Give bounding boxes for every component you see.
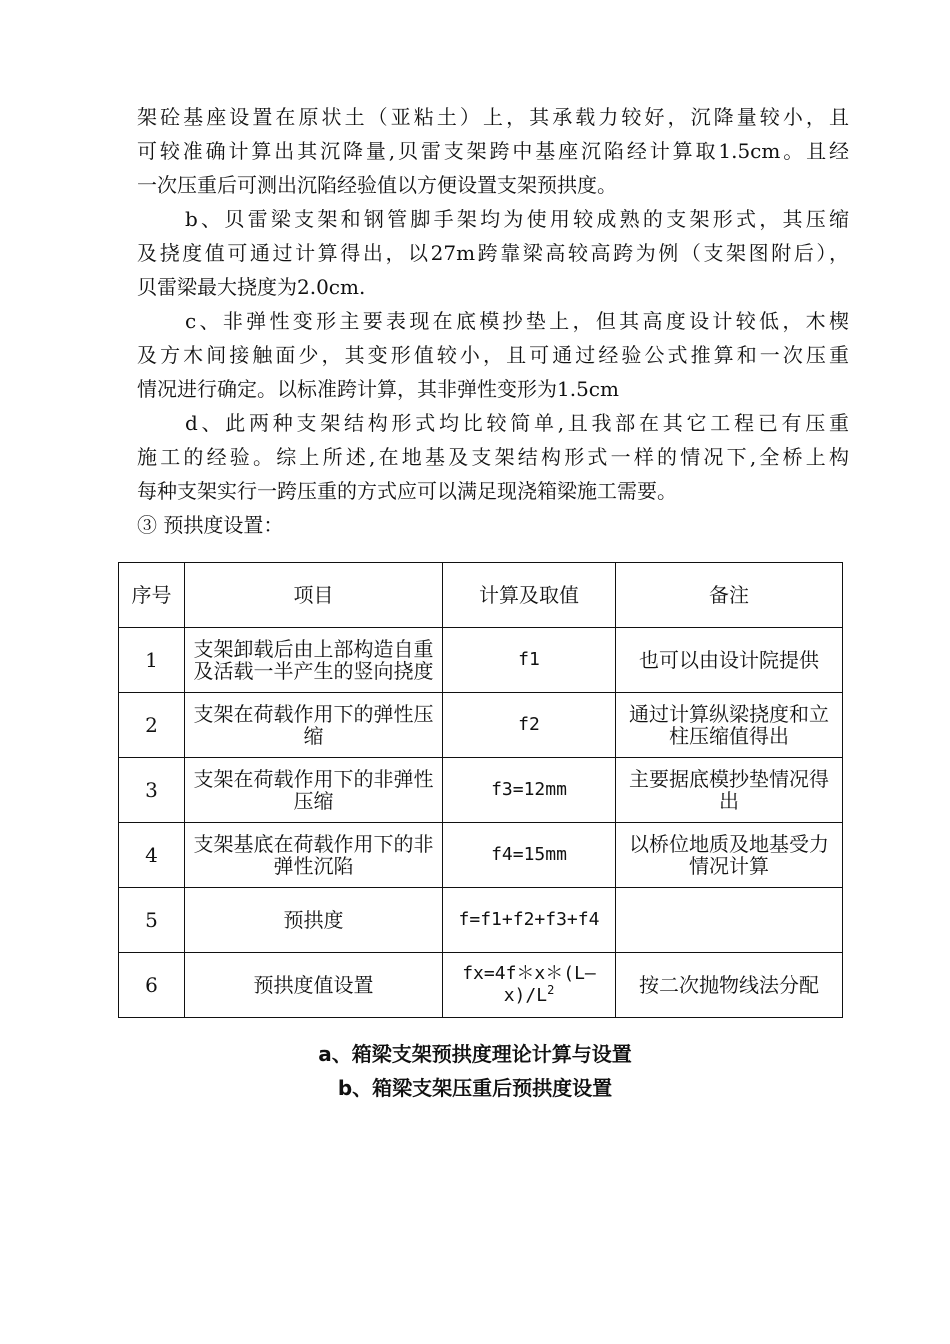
note-cell: 按二次抛物线法分配 <box>616 953 843 1018</box>
header-cell: 计算及取值 <box>443 563 616 628</box>
caption-a: a、箱梁支架预拱度理论计算与设置 <box>318 1042 632 1066</box>
camber-table-container <box>118 562 842 1018</box>
table-header-row <box>119 563 843 628</box>
table-row <box>119 693 843 758</box>
camber-table <box>118 562 843 1018</box>
text-line: 施工的经验。综上所述,在地基及支架结构形式一样的情况下,全桥上构 <box>137 445 849 469</box>
item-cell: 预拱度值设置 <box>185 953 443 1018</box>
text-line: d、此两种支架结构形式均比较简单,且我部在其它工程已有压重 <box>185 411 849 435</box>
table-row <box>119 953 843 1018</box>
table-row <box>119 888 843 953</box>
text-line: c、非弹性变形主要表现在底模抄垫上，但其高度设计较低，木楔 <box>185 309 849 333</box>
formula-exponent: 2 <box>547 983 555 997</box>
value-cell: f2 <box>443 693 616 758</box>
value-cell: f1 <box>443 628 616 693</box>
text-line: 及方木间接触面少，其变形值较小，且可通过经验公式推算和一次压重 <box>137 343 849 367</box>
row-number-cell: 2 <box>119 693 185 758</box>
item-cell: 预拱度 <box>185 888 443 953</box>
header-cell: 序号 <box>119 563 185 628</box>
text-line: 一次压重后可测出沉陷经验值以方便设置支架预拱度。 <box>137 173 617 197</box>
value-cell: f=f1+f2+f3+f4 <box>443 888 616 953</box>
note-cell: 也可以由设计院提供 <box>616 628 843 693</box>
text-line: 及挠度值可通过计算得出，以27m跨靠梁高较高跨为例（支架图附后）， <box>137 241 849 265</box>
text-line: 架砼基座设置在原状土（亚粘土）上，其承载力较好，沉降量较小，且 <box>137 105 849 129</box>
item-cell: 支架在荷载作用下的非弹性压缩 <box>185 758 443 823</box>
header-cell: 备注 <box>616 563 843 628</box>
row-number-cell: 6 <box>119 953 185 1018</box>
row-number-cell: 1 <box>119 628 185 693</box>
value-cell: f3=12mm <box>443 758 616 823</box>
table-row <box>119 758 843 823</box>
text-line: b、贝雷梁支架和钢管脚手架均为使用较成熟的支架形式，其压缩 <box>185 207 849 231</box>
text-line: 可较准确计算出其沉降量,贝雷支架跨中基座沉陷经计算取1.5cm。且经 <box>137 139 849 163</box>
text-line: 贝雷梁最大挠度为2.0cm. <box>137 275 366 299</box>
note-cell <box>616 888 843 953</box>
row-number-cell: 4 <box>119 823 185 888</box>
item-cell: 支架在荷载作用下的弹性压缩 <box>185 693 443 758</box>
section-heading: ③ 预拱度设置： <box>137 513 284 537</box>
item-cell: 支架卸载后由上部构造自重及活载一半产生的竖向挠度 <box>185 628 443 693</box>
note-cell: 通过计算纵梁挠度和立柱压缩值得出 <box>616 693 843 758</box>
item-cell: 支架基底在荷载作用下的非弹性沉陷 <box>185 823 443 888</box>
note-cell: 以桥位地质及地基受力情况计算 <box>616 823 843 888</box>
header-cell: 项目 <box>185 563 443 628</box>
text-line: 每种支架实行一跨压重的方式应可以满足现浇箱梁施工需要。 <box>137 479 677 503</box>
value-cell: f4=15mm <box>443 823 616 888</box>
body-text <box>137 100 849 542</box>
caption-b: b、箱梁支架压重后预拱度设置 <box>337 1076 613 1100</box>
table-row <box>119 628 843 693</box>
text-line: 情况进行确定。以标准跨计算，其非弹性变形为1.5cm <box>137 377 619 401</box>
row-number-cell: 5 <box>119 888 185 953</box>
table-row <box>119 823 843 888</box>
note-cell: 主要据底模抄垫情况得出 <box>616 758 843 823</box>
formula-text: fx=4f＊x＊(L—x)/L <box>462 963 596 1006</box>
row-number-cell: 3 <box>119 758 185 823</box>
value-cell <box>443 953 616 1018</box>
